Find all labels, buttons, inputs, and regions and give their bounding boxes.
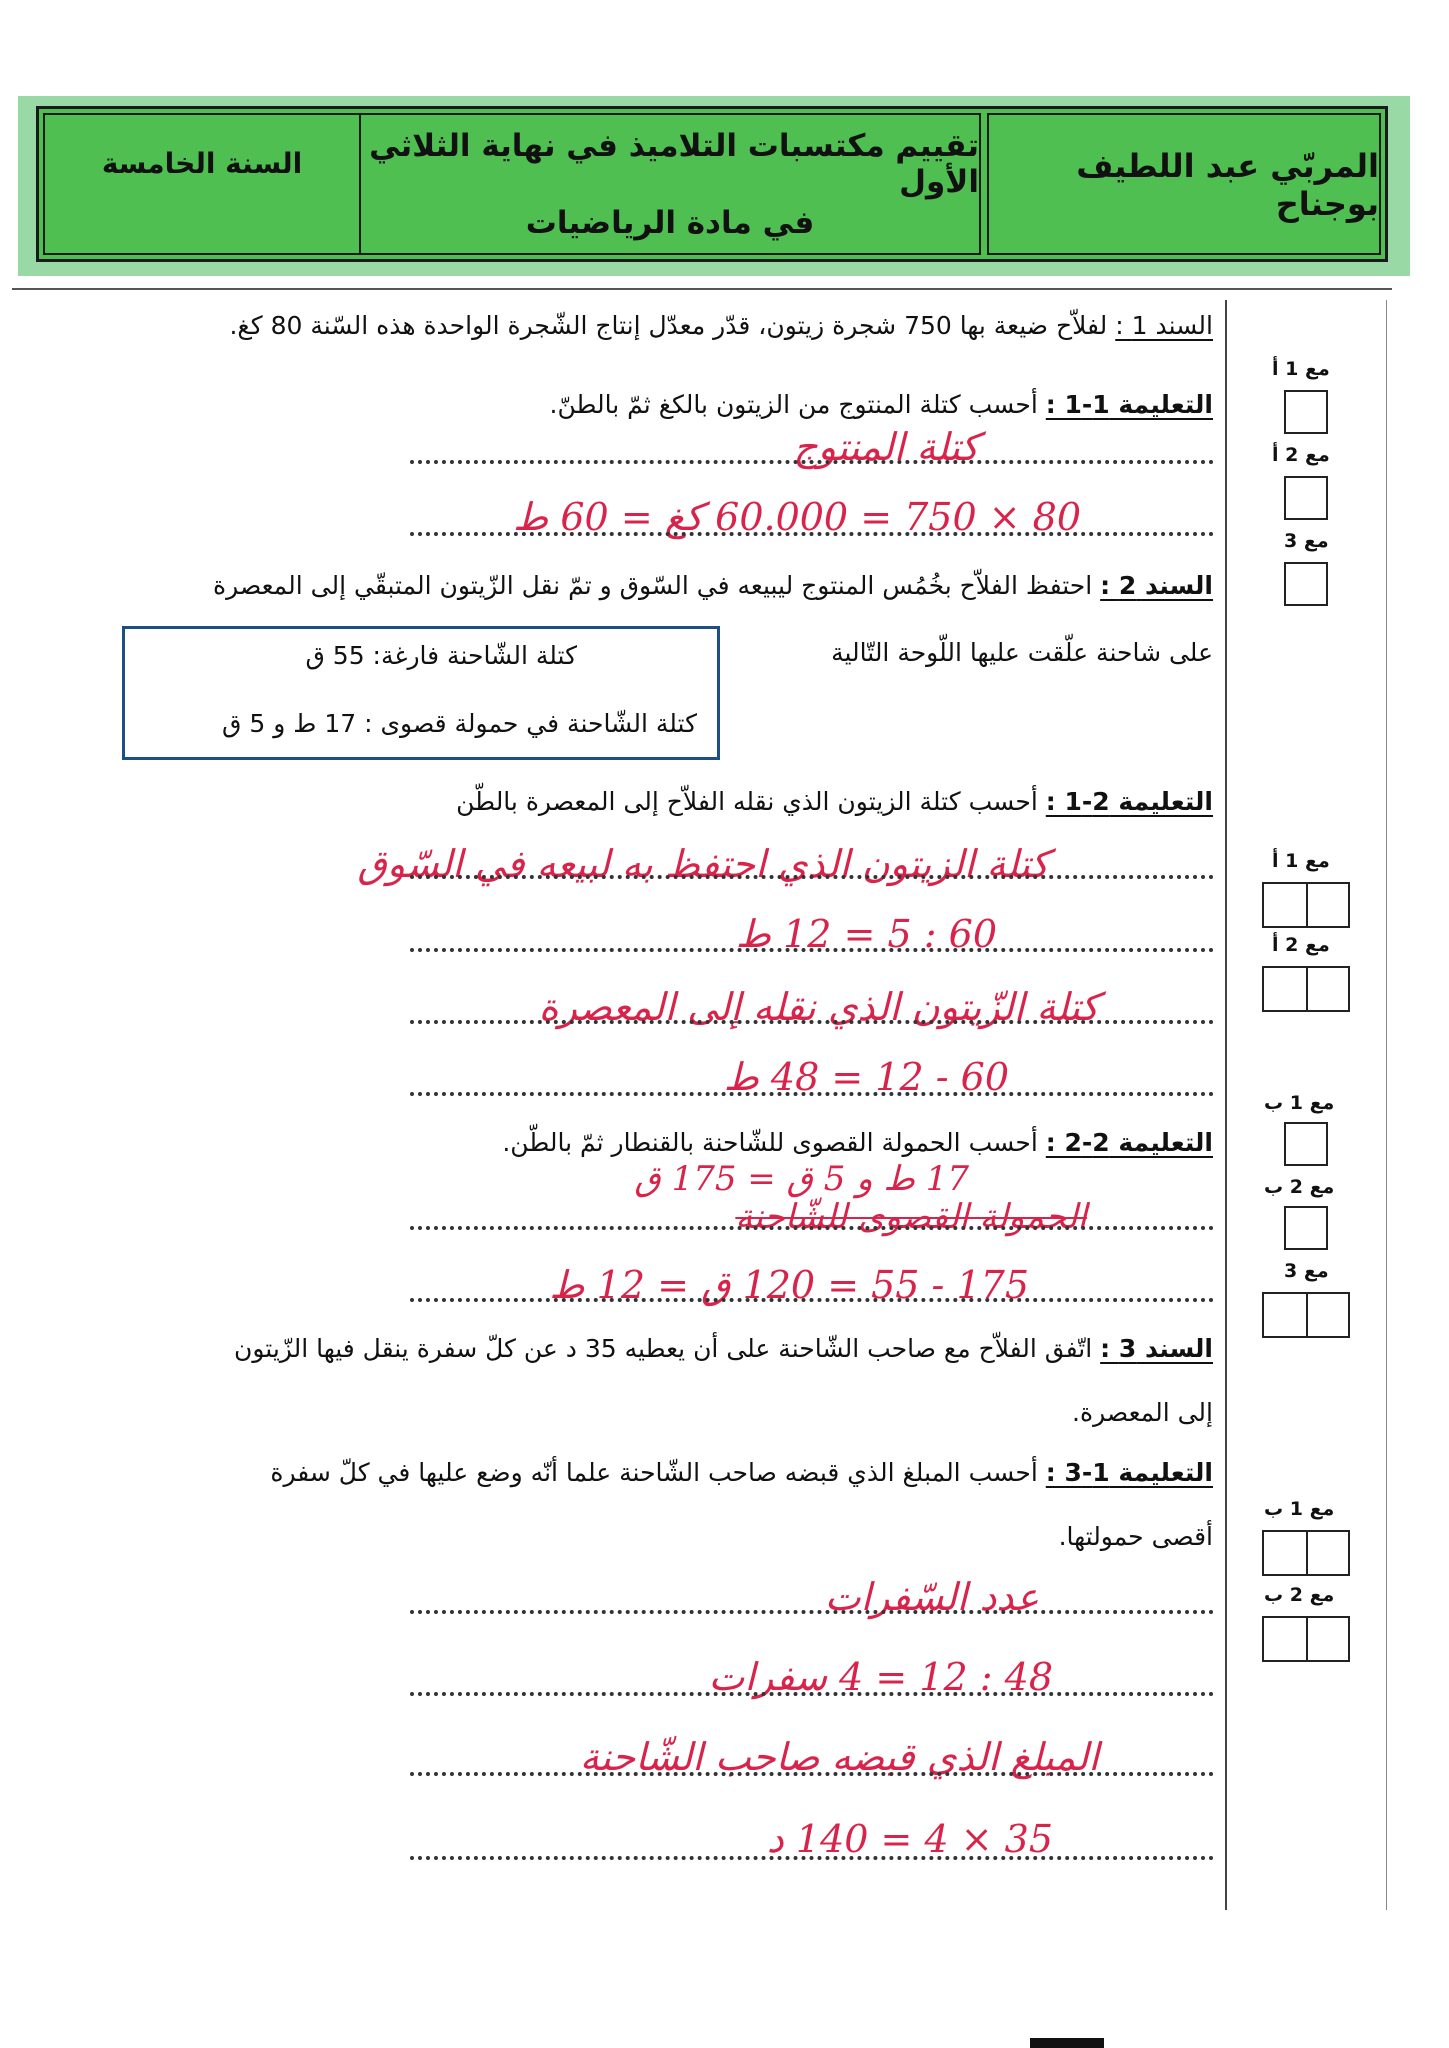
score-box-double[interactable] xyxy=(1262,1616,1350,1662)
answer-line xyxy=(410,948,1214,952)
sanad2-line1 xyxy=(213,573,1213,598)
answer-2-1-line4: 60 - 12 = 48 ط xyxy=(723,1055,1009,1099)
right-margin-line xyxy=(1386,300,1387,1910)
answer-line xyxy=(410,532,1214,536)
answer-1-1-line2: 80 × 750 = 60.000 كغ = 60 ط xyxy=(513,495,1081,539)
answer-line xyxy=(410,1856,1214,1860)
truck-sign xyxy=(122,626,720,760)
sanad2-label: السند 2 : xyxy=(1100,571,1213,600)
answer-line xyxy=(410,1610,1214,1614)
header-grade-cell xyxy=(43,113,361,255)
task-3-1-text-1: أحسب المبلغ الذي قبضه صاحب الشّاحنة علما أنّه وضع عليها في كلّ سفرة xyxy=(270,1458,1038,1487)
task-2-1-text: أحسب كتلة الزيتون الذي نقله الفلاّح إلى المعصرة بالطّن xyxy=(456,787,1038,816)
criterion-label: مع 1 ب xyxy=(1264,1092,1335,1114)
sanad1 xyxy=(229,313,1213,338)
answer-3-1-line1: عدد السّفرات xyxy=(824,1575,1039,1619)
sanad3-line2: إلى المعصرة. xyxy=(1072,1398,1213,1427)
answer-2-2-line3: 175 - 55 = 120 ق = 12 ط xyxy=(549,1263,1029,1307)
score-box[interactable] xyxy=(1284,476,1328,520)
task-2-1-label: التعليمة 2-1 : xyxy=(1045,787,1213,816)
grade-level: السنة الخامسة xyxy=(101,147,303,180)
sanad2-line2: على شاحنة علّقت عليها اللّوحة التّالية xyxy=(831,638,1213,667)
task-2-2-text: أحسب الحمولة القصوى للشّاحنة بالقنطار ثمّ بالطّن. xyxy=(502,1128,1038,1157)
answer-line xyxy=(410,1298,1214,1302)
score-box-double[interactable] xyxy=(1262,1292,1350,1338)
score-box[interactable] xyxy=(1284,562,1328,606)
task-3-1-line2: أقصى حمولتها. xyxy=(1058,1522,1213,1551)
criterion-label: مع 2 أ xyxy=(1272,934,1330,956)
answer-2-1-line2: 60 : 5 = 12 ط xyxy=(735,912,997,956)
answer-line xyxy=(410,1020,1214,1024)
page-edge-mark xyxy=(1030,2038,1104,2048)
truck-sign-max-load: كتلة الشّاحنة في حمولة قصوى : 17 ط و 5 ق xyxy=(222,709,697,738)
answer-2-2-line1: 17 ط و 5 ق = 175 ق xyxy=(634,1159,969,1199)
exam-subject: في مادة الرياضيات xyxy=(525,204,815,241)
answer-line xyxy=(410,460,1214,464)
task-1-1-text: أحسب كتلة المنتوج من الزيتون بالكغ ثمّ بالطنّ. xyxy=(549,390,1038,419)
header xyxy=(36,106,1388,262)
sanad1-text: لفلاّح ضيعة بها 750 شجرة زيتون، قدّر معدّل إنتاج الشّجرة الواحدة هذه السّنة 80 كغ. xyxy=(229,311,1108,340)
task-2-1 xyxy=(456,789,1213,814)
score-box-double[interactable] xyxy=(1262,966,1350,1012)
task-2-2 xyxy=(502,1130,1213,1155)
answer-3-1-line4: 35 × 4 = 140 د xyxy=(766,1817,1053,1861)
exam-title: تقييم مكتسبات التلاميذ في نهاية الثلاثي الأول xyxy=(369,127,979,200)
criterion-label: مع 2 ب xyxy=(1264,1176,1335,1198)
sanad3-text-1: اتّفق الفلاّح مع صاحب الشّاحنة على أن يعطيه 35 د عن كلّ سفرة ينقل فيها الزّيتون xyxy=(234,1334,1093,1363)
truck-sign-empty-mass: كتلة الشّاحنة فارغة: 55 ق xyxy=(305,641,577,670)
score-box-double[interactable] xyxy=(1262,1530,1350,1576)
answer-line xyxy=(410,1226,1214,1230)
criterion-label: مع 1 ب xyxy=(1264,1498,1335,1520)
answer-line xyxy=(410,1092,1214,1096)
header-teacher-cell xyxy=(987,113,1381,255)
sanad1-label: السند 1 : xyxy=(1115,311,1213,340)
sanad3-label: السند 3 : xyxy=(1100,1334,1213,1363)
task-3-1-label: التعليمة 1-3 : xyxy=(1045,1458,1213,1487)
answer-line xyxy=(410,1772,1214,1776)
criterion-label: مع 2 أ xyxy=(1272,444,1330,466)
answer-line xyxy=(410,1692,1214,1696)
task-3-1-line1 xyxy=(270,1460,1213,1485)
criterion-label: مع 3 xyxy=(1284,530,1329,552)
score-box[interactable] xyxy=(1284,1206,1328,1250)
criterion-label: مع 1 أ xyxy=(1272,358,1330,380)
answer-3-1-line3: المبلغ الذي قبضه صاحب الشّاحنة xyxy=(579,1735,1099,1779)
answer-2-2-line2: الحمولة القصوى للشّاحنة xyxy=(735,1197,1087,1237)
task-1-1-label: التعليمة 1-1 : xyxy=(1045,390,1213,419)
score-box[interactable] xyxy=(1284,390,1328,434)
score-box-double[interactable] xyxy=(1262,882,1350,928)
task-1-1 xyxy=(550,392,1213,417)
sanad3-line1 xyxy=(234,1336,1213,1361)
answer-3-1-line2: 48 : 12 = 4 سفرات xyxy=(708,1655,1053,1699)
header-title-cell xyxy=(359,113,981,255)
answer-line xyxy=(410,875,1214,879)
answer-2-1-line3: كتلة الزّيتون الذي نقله إلى المعصرة xyxy=(538,985,1099,1029)
sanad2-text-1: احتفظ الفلاّح بخُمُس المنتوج ليبيعه في السّوق و تمّ نقل الزّيتون المتبقّي إلى المعصرة xyxy=(213,571,1093,600)
criterion-label: مع 3 xyxy=(1284,1260,1329,1282)
answer-1-1-line1: كتلة المنتوج xyxy=(793,425,979,469)
task-2-2-label: التعليمة 2-2 : xyxy=(1045,1128,1213,1157)
criteria-column-divider xyxy=(1225,300,1227,1910)
score-box[interactable] xyxy=(1284,1122,1328,1166)
teacher-name: المربّي عبد اللطيف بوجناح xyxy=(1076,147,1379,223)
criterion-label: مع 1 أ xyxy=(1272,850,1330,872)
criterion-label: مع 2 ب xyxy=(1264,1584,1335,1606)
top-divider xyxy=(12,288,1392,290)
answer-2-1-line1: كتلة الزيتون الذي احتفظ به لبيعه في السّوق xyxy=(357,842,1049,886)
